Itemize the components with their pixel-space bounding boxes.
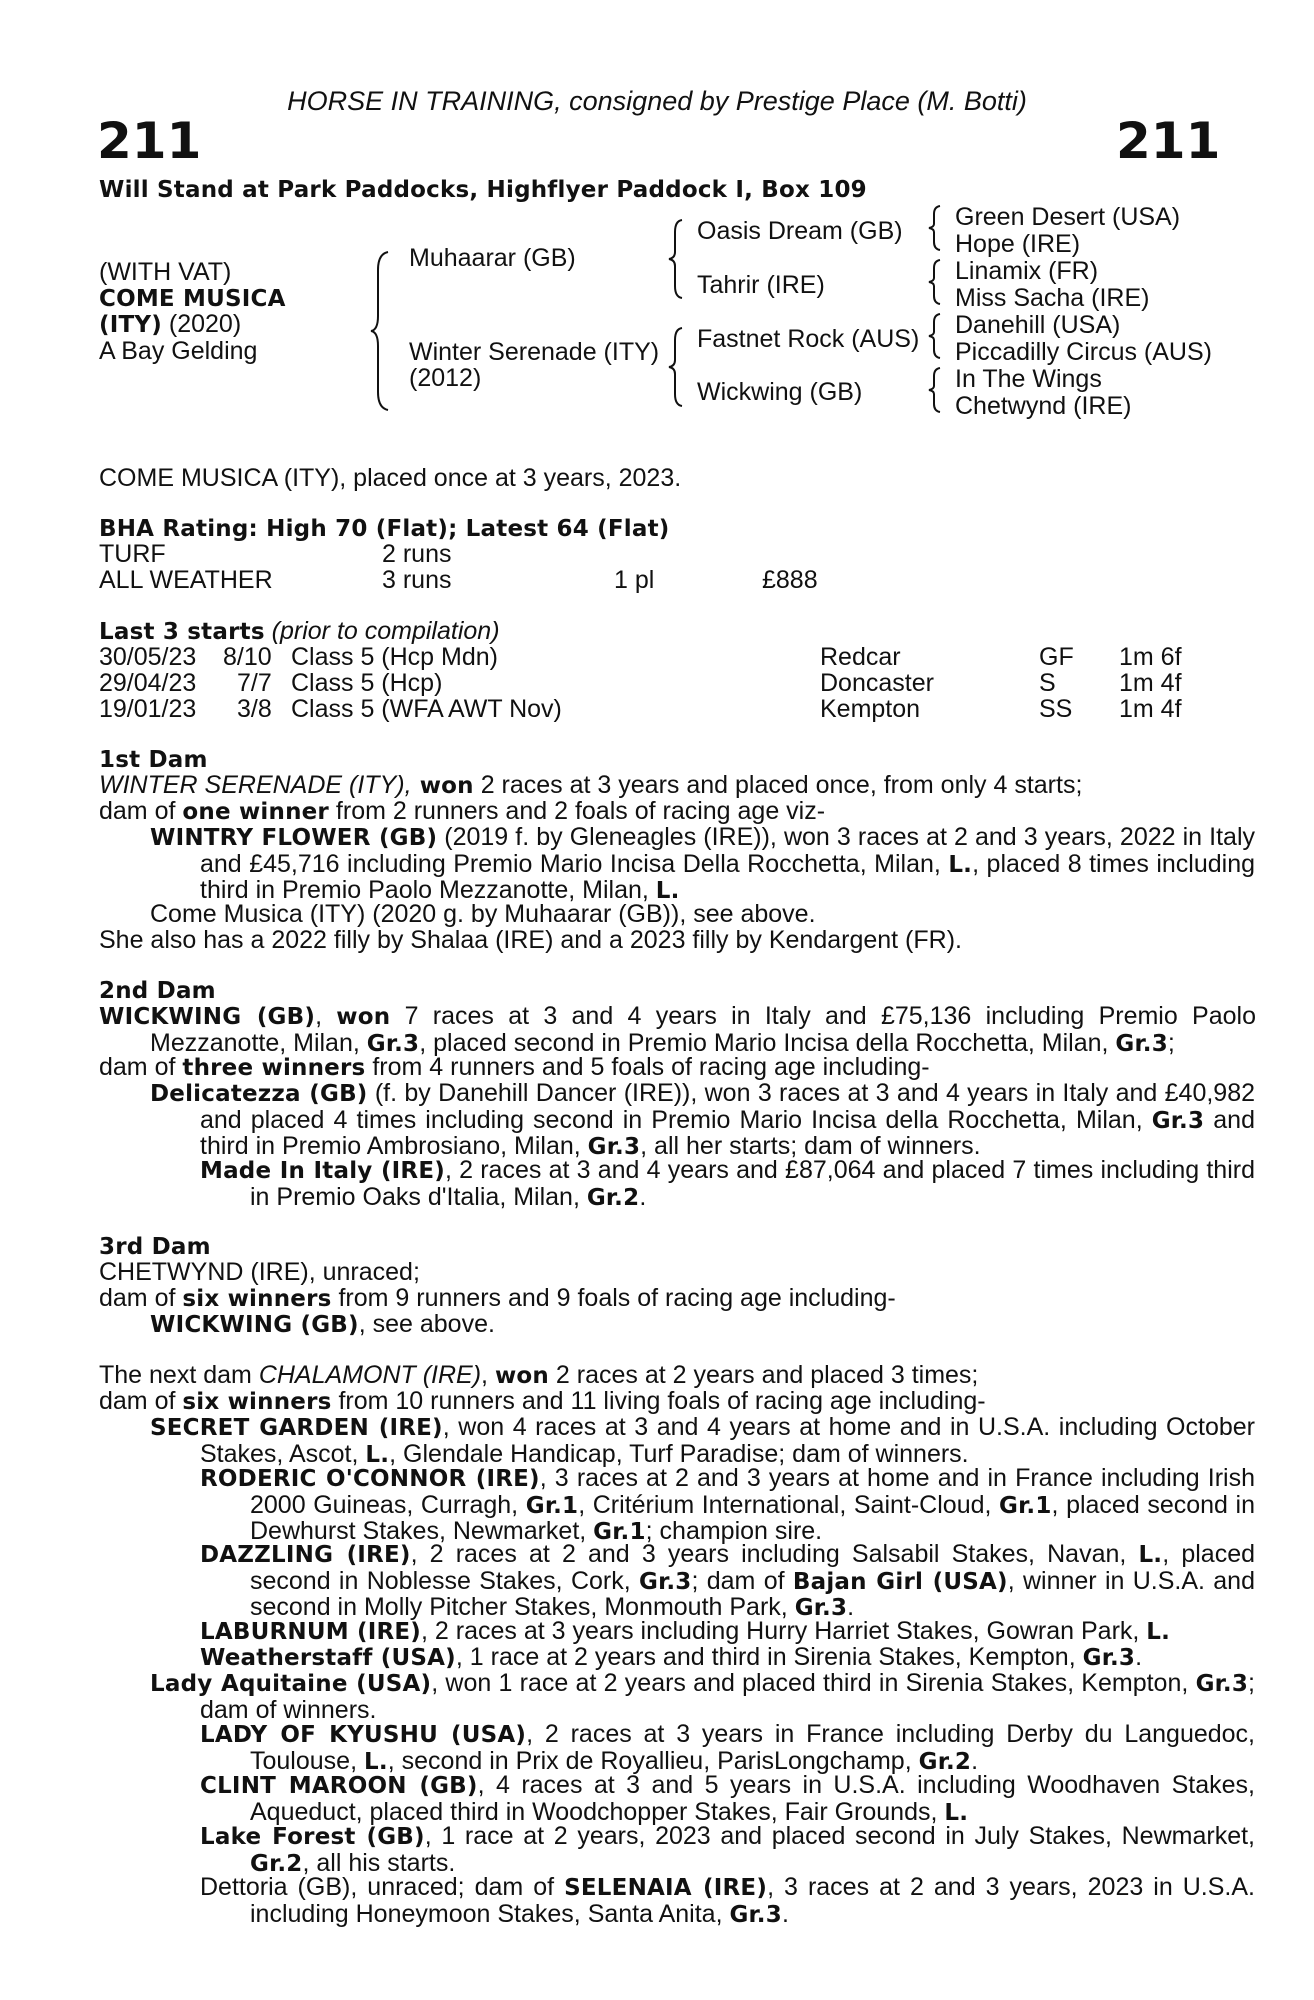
rating-runs: 3 runs [382, 566, 452, 594]
text: , Critérium International, Saint-Cloud, [578, 1490, 1000, 1519]
race-grade: Gr.3 [1082, 1645, 1136, 1671]
first-dam-record: 2 races at 3 years and placed once, from only 4 starts; [473, 771, 1083, 799]
race-grade: L. [363, 1748, 388, 1775]
produce-lady-of-kyushu [200, 1722, 1255, 1775]
start-distance: 1m 4f [1119, 695, 1182, 723]
race-grade: Gr.3 [639, 1568, 692, 1595]
text: , [481, 1361, 495, 1389]
pedigree-dam-year: (2012) [409, 364, 482, 392]
first-dam-foals-note: She also has a 2022 filly by Shalaa (IRE) and a 2023 filly by Kendargent (FR). [99, 926, 962, 954]
pedigree-g4: Miss Sacha (IRE) [955, 284, 1150, 312]
text: from 2 runners and 2 foals of racing age viz- [328, 797, 826, 825]
text: . [639, 1182, 647, 1211]
produce-weatherstaff [200, 1645, 1142, 1671]
second-dam-produce-line [99, 1055, 930, 1081]
race-grade: Gr.3 [1115, 1030, 1168, 1057]
produce-name: Lake Forest (GB) [200, 1824, 425, 1850]
text: , 4 races at 3 and 5 years in U.S.A. including Woodhaven Stakes, Aqueduct, placed third in Woodchopper Stakes, Fair Grounds, [250, 1771, 1255, 1826]
text: , 2 races at 3 and 4 years and £87,064 and placed 7 times including third in Premio Oaks d'Italia, Milan, [250, 1156, 1255, 1211]
first-dam-produce-2: Come Musica (ITY) (2020 g. by Muhaarar (GB)), see above. [150, 900, 816, 928]
next-dam-produce-line [99, 1389, 986, 1415]
race-grade: Gr.2 [918, 1748, 972, 1775]
produce-secret-garden [150, 1415, 1255, 1468]
race-grade: Gr.2 [250, 1850, 303, 1877]
vat-label: (WITH VAT) [99, 258, 232, 286]
produce-name: WINTRY FLOWER (GB) [150, 825, 438, 851]
pedigree-g1: Green Desert (USA) [955, 203, 1181, 231]
stand-location: Will Stand at Park Paddocks, Highflyer Paddock I, Box 109 [99, 177, 867, 203]
produce-name: RODERIC O'CONNOR (IRE) [200, 1466, 540, 1492]
produce-name: SELENAIA (IRE) [564, 1875, 768, 1901]
text: , 2 races at 3 years in France including Derby du Languedoc, Toulouse, [250, 1720, 1256, 1775]
pedigree-sire-sire: Oasis Dream (GB) [697, 217, 903, 245]
rating-placed: 1 pl [614, 566, 655, 594]
text: . [847, 1593, 855, 1621]
text: , 1 race at 2 years and third in Sirenia Stakes, Kempton, [455, 1643, 1083, 1671]
pedigree-g7: In The Wings [955, 365, 1102, 393]
bha-rating-title: BHA Rating: High 70 (Flat); Latest 64 (Flat) [99, 516, 670, 542]
catalogue-header: HORSE IN TRAINING, consigned by Prestige Place (M. Botti) [287, 86, 1027, 116]
text: Dettoria (GB), unraced; dam of [200, 1873, 565, 1901]
lot-number-right: 211 [1116, 112, 1221, 170]
pedigree-sire: Muhaarar (GB) [409, 244, 576, 272]
text: , placed 8 times including third in Premio Paolo Mezzanotte, Milan, [200, 849, 1256, 904]
winners-count: one winner [182, 799, 329, 825]
produce-name: SECRET GARDEN (IRE) [150, 1415, 443, 1441]
first-dam-line [99, 773, 1082, 799]
won-label: won [494, 1363, 549, 1389]
text: 2 races at 2 years and placed 3 times; [548, 1361, 979, 1389]
second-dam-heading: 2nd Dam [99, 978, 216, 1004]
start-race: Class 5 (Hcp) [291, 669, 443, 697]
race-grade: Gr.1 [999, 1492, 1052, 1519]
produce-name: Bajan Girl (USA) [792, 1568, 1008, 1595]
produce-laburnum [200, 1619, 1170, 1645]
race-grade: L. [655, 878, 680, 904]
pedigree-brace-g3 [928, 312, 944, 360]
horse-country: (ITY) [99, 312, 162, 338]
race-grade: L. [365, 1441, 390, 1468]
second-dam-record [99, 1004, 1256, 1057]
first-dam-produce-line [99, 799, 825, 825]
text: (f. by Danehill Dancer (IRE)), won 3 races at 3 and 4 years in Italy and £40,982 and placed 4 times including second in Premio Mario Incisa della Rocchetta, Milan, [200, 1079, 1256, 1134]
text: , second in Prix de Royallieu, ParisLongchamp, [387, 1746, 919, 1775]
text: , [315, 1002, 337, 1030]
won-label: won [336, 1004, 391, 1030]
start-course: Doncaster [820, 669, 934, 697]
text: (2019 f. by Gleneagles (IRE)), won 3 races at 2 and 3 years, 2022 in Italy and £45,716 including Premio Mario Incisa Della Rocchetta, Milan, [200, 823, 1255, 878]
start-row [99, 671, 1199, 697]
produce-name: CLINT MAROON (GB) [200, 1773, 478, 1799]
text: , see above. [358, 1310, 495, 1338]
produce-name: Delicatezza (GB) [150, 1081, 368, 1107]
pedigree-dam: Winter Serenade (ITY) [409, 338, 660, 366]
first-dam-produce-1 [150, 825, 1255, 905]
text: dam of [99, 797, 183, 825]
start-distance: 1m 4f [1119, 669, 1182, 697]
horse-year: (2020) [161, 310, 242, 338]
start-race: Class 5 (Hcp Mdn) [291, 643, 498, 671]
race-grade: L. [1146, 1619, 1171, 1645]
pedigree-brace-g1 [928, 204, 944, 252]
horse-description: A Bay Gelding [99, 337, 258, 365]
text: , placed second in Premio Mario Incisa della Rocchetta, Milan, [419, 1028, 1116, 1057]
produce-roderic-oconnor [200, 1466, 1255, 1546]
text: , all her starts; dam of winners. [640, 1132, 981, 1160]
text: . [1135, 1643, 1143, 1671]
start-date: 19/01/23 [99, 695, 197, 723]
text: , placed second in Noblesse Stakes, Cork, [250, 1540, 1255, 1595]
text: dam of [99, 1284, 183, 1312]
next-dam-line [99, 1363, 978, 1389]
pedigree-g2: Hope (IRE) [955, 230, 1081, 258]
pedigree-brace-g4 [928, 366, 944, 414]
start-position: 7/7 [237, 669, 272, 697]
race-summary: COME MUSICA (ITY), placed once at 3 years, 2023. [99, 464, 682, 492]
second-dam-produce-1 [150, 1081, 1255, 1161]
rating-surface: TURF [99, 540, 166, 568]
lot-number-left: 211 [97, 112, 202, 170]
third-dam-record: CHETWYND (IRE), unraced; [99, 1258, 420, 1286]
text: and third in Premio Ambrosiano, Milan, [200, 1105, 1255, 1160]
start-distance: 1m 6f [1119, 643, 1182, 671]
text: from 9 runners and 9 foals of racing age including- [331, 1284, 896, 1312]
start-position: 3/8 [237, 695, 272, 723]
pedigree-g6: Piccadilly Circus (AUS) [955, 338, 1212, 366]
pedigree-brace-g2 [928, 258, 944, 306]
race-grade: Gr.3 [794, 1595, 848, 1621]
text: , winner in U.S.A. and second in Molly Pitcher Stakes, Monmouth Park, [250, 1566, 1255, 1621]
text: ; dam of [691, 1566, 793, 1595]
text: , placed second in Dewhurst Stakes, Newmarket, [250, 1490, 1255, 1545]
race-grade: Gr.3 [587, 1134, 641, 1160]
race-grade: Gr.2 [586, 1184, 640, 1211]
race-grade: L. [1138, 1542, 1163, 1568]
produce-dettoria [200, 1875, 1255, 1928]
produce-name: LADY OF KYUSHU (USA) [200, 1722, 527, 1748]
second-dam-produce-2 [200, 1158, 1255, 1211]
second-dam-name: WICKWING (GB) [99, 1004, 316, 1030]
produce-name: LABURNUM (IRE) [200, 1619, 421, 1645]
text: , 3 races at 2 and 3 years, 2023 in U.S.A. including Honeymoon Stakes, Santa Anita, [250, 1873, 1255, 1928]
produce-name: WICKWING (GB) [150, 1312, 359, 1338]
third-dam-produce-line [99, 1286, 896, 1312]
start-going: SS [1039, 695, 1073, 723]
start-date: 29/04/23 [99, 669, 197, 697]
pedigree-brace-dam [668, 326, 686, 408]
race-grade: Gr.3 [729, 1901, 782, 1928]
pedigree-g8: Chetwynd (IRE) [955, 392, 1132, 420]
start-row [99, 645, 1199, 671]
rating-prize: £888 [762, 566, 818, 594]
won-label: won [411, 773, 474, 799]
text: ; [1167, 1028, 1175, 1057]
produce-name: Made In Italy (IRE) [200, 1158, 445, 1184]
produce-name: DAZZLING (IRE) [200, 1542, 411, 1568]
text: , won 1 race at 2 years and placed third in Sirenia Stakes, Kempton, [431, 1669, 1196, 1697]
text: ; dam of winners. [200, 1669, 1255, 1724]
start-course: Redcar [820, 643, 901, 671]
rating-runs: 2 runs [382, 540, 452, 568]
pedigree-sire-dam: Tahrir (IRE) [697, 271, 825, 299]
race-grade: Gr.3 [366, 1030, 420, 1057]
pedigree-brace-sire [668, 218, 686, 300]
rating-row [99, 542, 1199, 568]
pedigree-g3: Linamix (FR) [955, 257, 1099, 285]
start-position: 8/10 [223, 643, 272, 671]
rating-row [99, 568, 1199, 594]
text: . [781, 1899, 789, 1928]
pedigree-dam-dam: Wickwing (GB) [697, 378, 863, 406]
produce-lady-aquitaine [150, 1671, 1255, 1723]
rating-surface: ALL WEATHER [99, 566, 273, 594]
text: The next dam [99, 1361, 259, 1389]
last-starts-label: Last 3 starts [99, 619, 265, 645]
text: dam of [99, 1387, 183, 1415]
race-grade: Gr.3 [1195, 1671, 1249, 1697]
text: , all his starts. [302, 1848, 456, 1877]
start-date: 30/05/23 [99, 643, 197, 671]
produce-lake-forest [200, 1824, 1255, 1877]
text: dam of [99, 1053, 183, 1081]
text: , 2 races at 2 and 3 years including Salsabil Stakes, Navan, [410, 1540, 1139, 1568]
text: , 1 race at 2 years, 2023 and placed second in July Stakes, Newmarket, [424, 1822, 1255, 1850]
first-dam-name: WINTER SERENADE (ITY), [99, 771, 412, 799]
winners-count: three winners [182, 1055, 366, 1081]
pedigree-dam-sire: Fastnet Rock (AUS) [697, 325, 920, 353]
start-race: Class 5 (WFA AWT Nov) [291, 695, 562, 723]
produce-name: Lady Aquitaine (USA) [150, 1671, 432, 1697]
text: , won 4 races at 3 and 4 years at home and in U.S.A. including October Stakes, Ascot, [200, 1413, 1255, 1468]
last-starts-note: (prior to compilation) [264, 617, 500, 645]
last-starts-title [99, 619, 500, 645]
start-course: Kempton [820, 695, 921, 723]
text: 7 races at 3 and 4 years in Italy and £75,136 including Premio Paolo Mezzanotte, Milan, [150, 1002, 1256, 1057]
text: , 3 races at 2 and 3 years at home and in France including Irish 2000 Guineas, Curragh, [250, 1464, 1256, 1519]
text: , Glendale Handicap, Turf Paradise; dam of winners. [389, 1439, 969, 1468]
text: from 4 runners and 5 foals of racing age including- [365, 1053, 930, 1081]
text: . [971, 1746, 979, 1775]
text: ; champion sire. [645, 1517, 823, 1545]
start-going: GF [1039, 643, 1074, 671]
winners-count: six winners [182, 1389, 332, 1415]
third-dam-produce-1 [150, 1312, 495, 1338]
race-grade: L. [948, 851, 973, 878]
produce-name: Weatherstaff (USA) [200, 1645, 456, 1671]
text: , 2 races at 3 years including Hurry Harriet Stakes, Gowran Park, [421, 1617, 1147, 1645]
next-dam-name: CHALAMONT (IRE) [258, 1361, 482, 1389]
start-going: S [1039, 669, 1056, 697]
race-grade: Gr.3 [1151, 1107, 1205, 1134]
race-grade: L. [944, 1799, 969, 1826]
produce-dazzling [200, 1542, 1255, 1622]
horse-origin-line [99, 312, 241, 338]
text: from 10 runners and 11 living foals of racing age including- [331, 1387, 986, 1415]
pedigree-g5: Danehill (USA) [955, 311, 1121, 339]
race-grade: Gr.1 [593, 1519, 646, 1545]
third-dam-heading: 3rd Dam [99, 1234, 211, 1260]
pedigree-brace-main [370, 250, 392, 412]
race-grade: Gr.1 [525, 1492, 579, 1519]
start-row [99, 697, 1199, 723]
first-dam-heading: 1st Dam [99, 747, 208, 773]
horse-name: COME MUSICA [99, 286, 286, 312]
produce-clint-maroon [200, 1773, 1255, 1826]
winners-count: six winners [182, 1286, 332, 1312]
